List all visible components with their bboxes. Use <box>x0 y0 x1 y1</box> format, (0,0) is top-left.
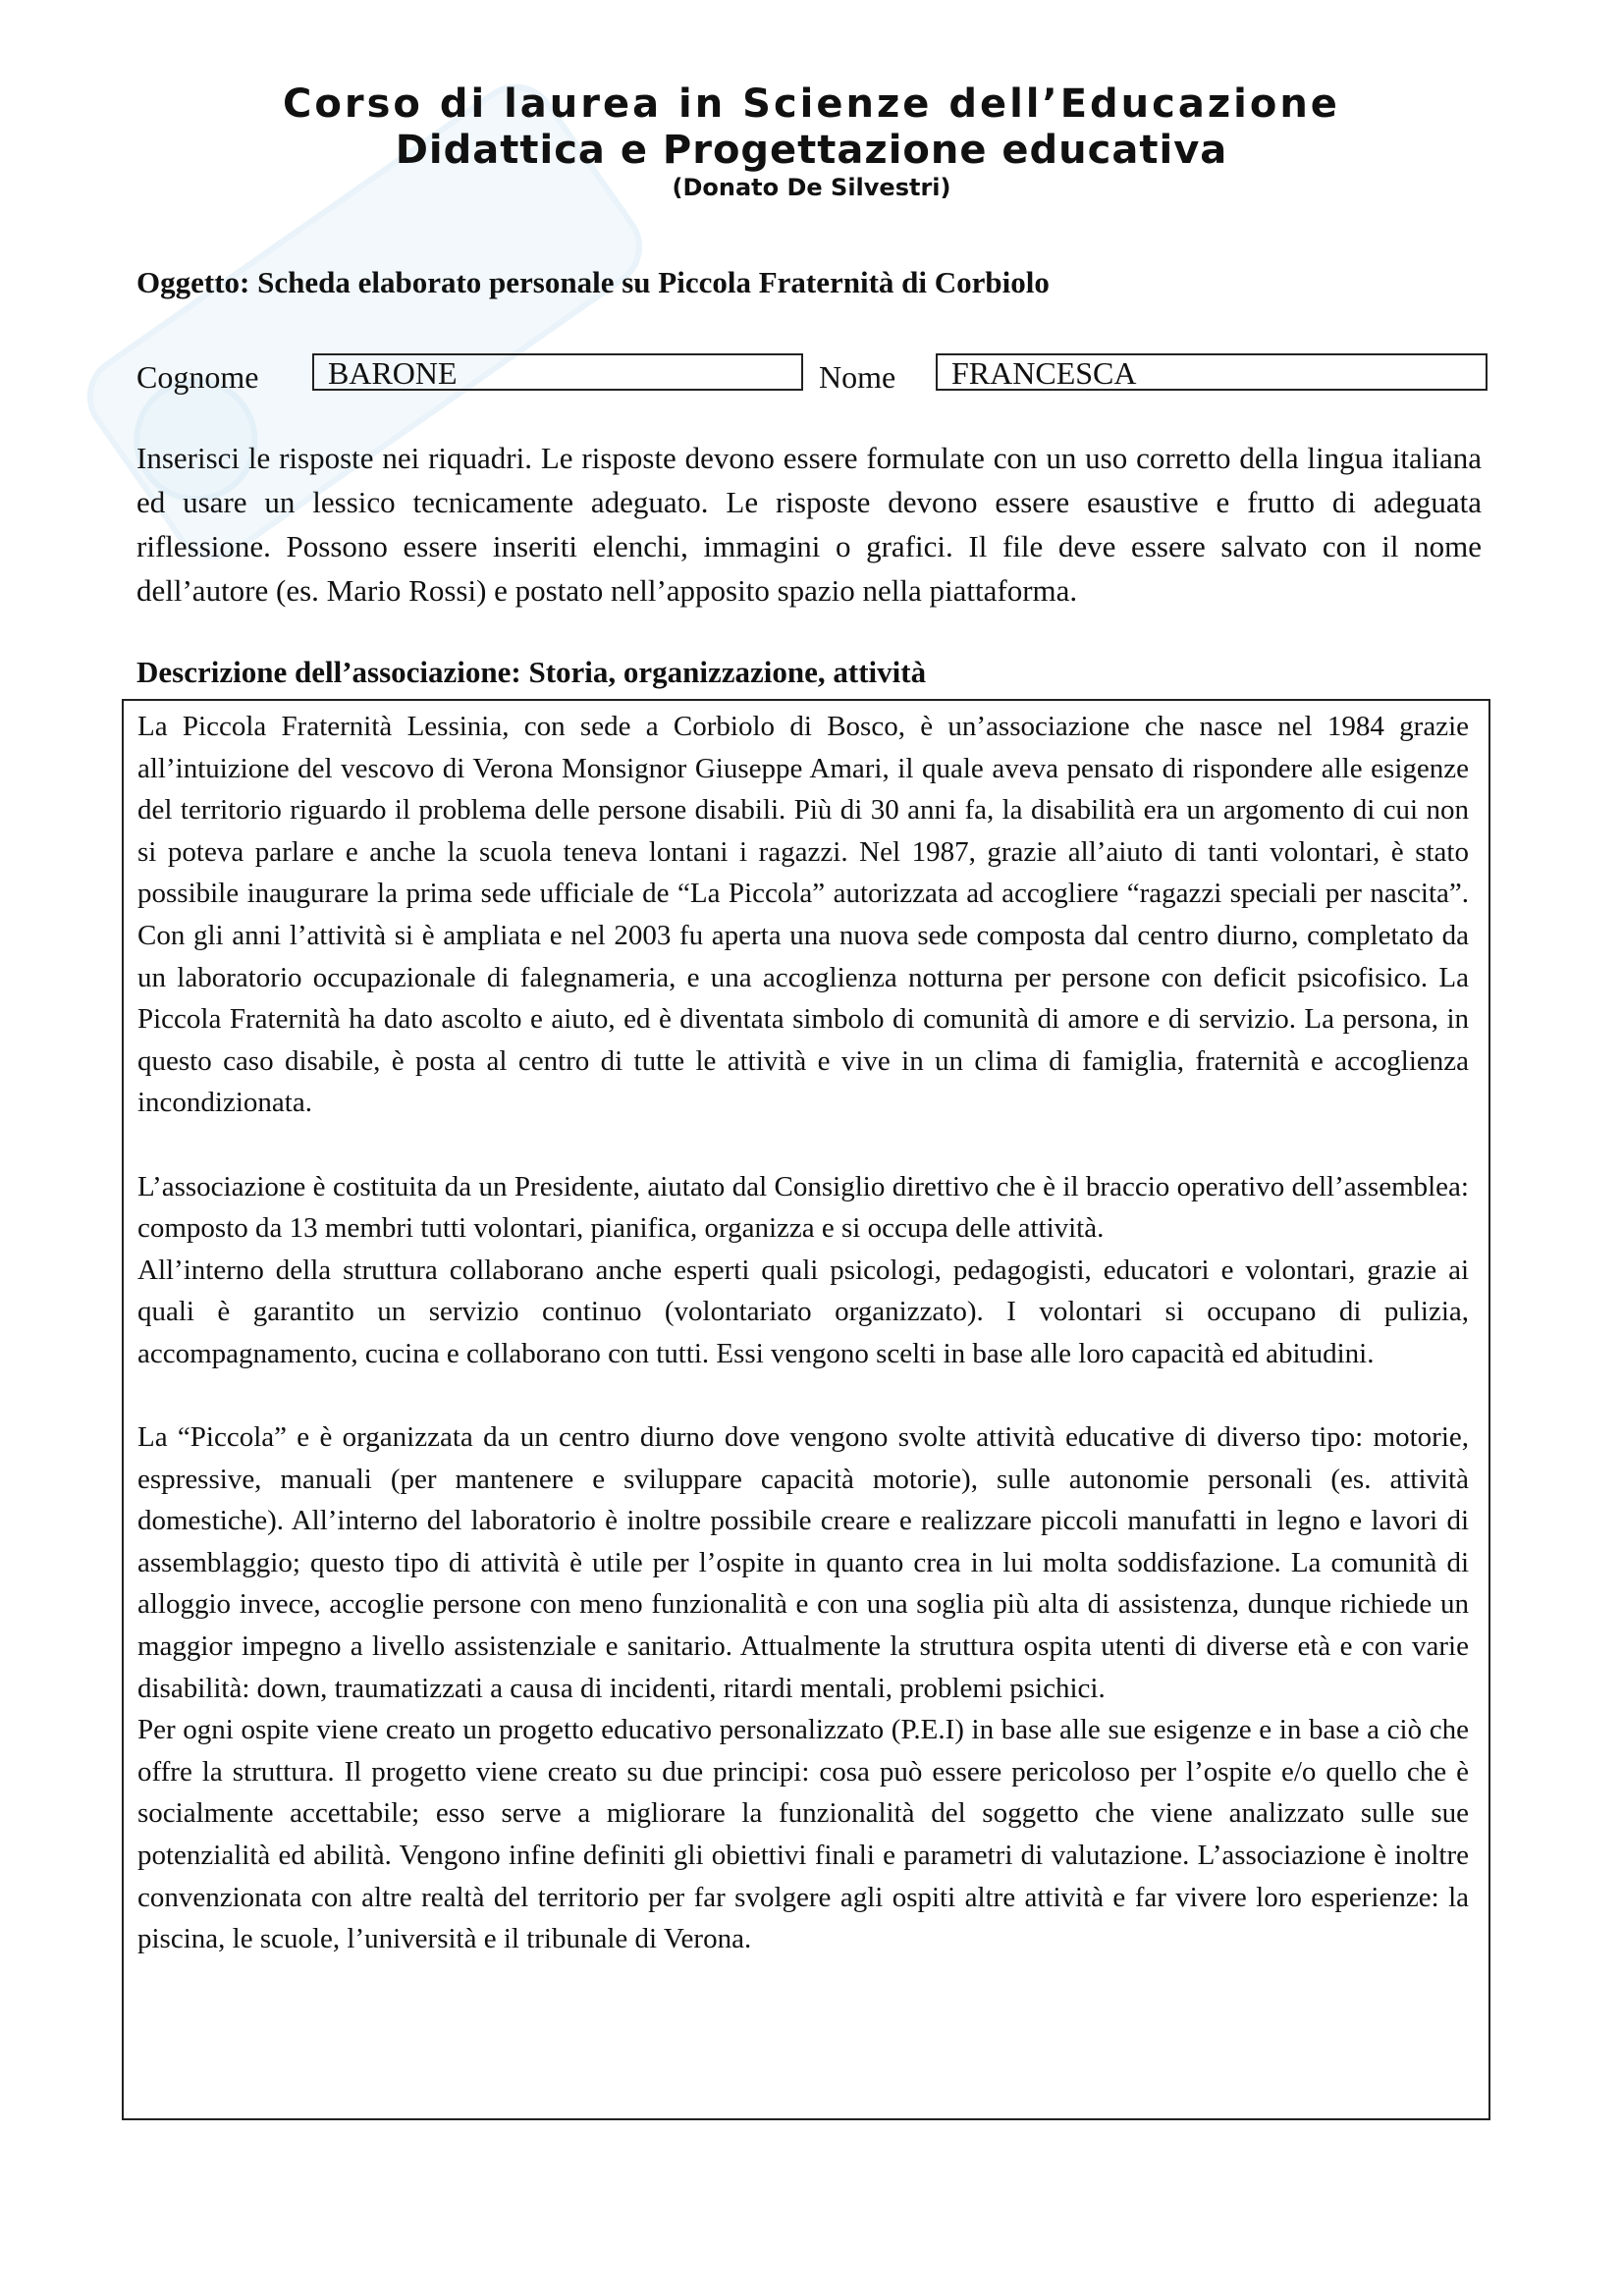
section-heading: Descrizione dell’associazione: Storia, organizzazione, attività <box>136 655 927 689</box>
surname-label: Cognome <box>136 359 259 395</box>
course-subtitle: Didattica e Progettazione educativa <box>395 128 1228 173</box>
paragraph-activities: La “Piccola” e è organizzata da un centro diurno dove vengono svolte attività educative di diverso tipo: motorie, espressive, manuali (per mantenere e sviluppare capacità motorie), sulle autonomie personali (es. attività domestiche). All’interno del laboratorio è inoltre possibile creare e realizzare piccoli manufatti in legno e lavori di assemblaggio; questo tipo di attività è utile per l’ospite in quanto crea in lui molta soddisfazione. La comunità di alloggio invece, accoglie persone con meno funzionalità e con una soglia più alta di assistenza, dunque richiede un maggior impegno a livello assistenziale e sanitario. Attualmente la struttura ospita utenti di diverse età e con varie disabilità: down, traumatizzati a causa di incidenti, ritardi mentali, problemi psichici. <box>137 1421 1469 1704</box>
instructions-text: Inserisci le risposte nei riquadri. Le risposte devono essere formulate con un uso corretto della lingua italiana ed usare un lessico tecnicamente adeguato. Le risposte devono essere esaustive e frutto di adeguata riflessione. Possono essere inseriti elenchi, immagini o grafici. Il file deve essere salvato con il nome dell’autore (es. Mario Rossi) e postato nell’apposito spazio nella piattaforma. <box>136 441 1482 608</box>
professor-name: (Donato De Silvestri) <box>672 174 951 201</box>
document-header <box>0 80 1623 202</box>
paragraph-history: La Piccola Fraternità Lessinia, con sede a Corbiolo di Bosco, è un’associazione che nasce nel 1984 grazie all’intuizione del vescovo di Verona Monsignor Giuseppe Amari, il quale aveva pensato di rispondere alle esigenze del territorio riguardo il problema delle persone disabili. Più di 30 anni fa, la disabilità era un argomento di cui non si poteva parlare e anche la scuola teneva lontani i ragazzi. Nel 1987, grazie all’aiuto di tanti volontari, è stato possibile inaugurare la prima sede ufficiale de “La Piccola” autorizzata ad accogliere “ragazzi speciali per nascita”. Con gli anni l’attività si è ampliata e nel 2003 fu aperta una nuova sede composta dal centro diurno, completato da un laboratorio occupazionale di falegnameria, e una accoglienza notturna per persone con deficit psicofisico. La Piccola Fraternità ha dato ascolto e aiuto, ed è diventata simbolo di comunità di amore e di servizio. La persona, in questo caso disabile, è posta al centro di tutte le attività e vive in un clima di famiglia, fraternità e accoglienza incondizionata. <box>137 711 1469 1119</box>
paragraph-organization: L’associazione è costituita da un Presidente, aiutato dal Consiglio direttivo che è il braccio operativo dell’assemblea: composto da 13 membri tutti volontari, pianifica, organizza e si occupa delle attività. <box>137 1170 1469 1245</box>
answer-box[interactable] <box>122 699 1490 2120</box>
subject-line: Oggetto: Scheda elaborato personale su Piccola Fraternità di Corbiolo <box>136 265 1050 299</box>
paragraph-staff: All’interno della struttura collaborano anche esperti quali psicologi, pedagogisti, educatori e volontari, grazie ai quali è garantito un servizio continuo (volontariato organizzato). I volontari si occupano di pulizia, accompagnamento, cucina e collaborano con tutti. Essi vengono scelti in base alle loro capacità ed abitudini. <box>137 1254 1469 1369</box>
student-info-row <box>136 353 1491 399</box>
name-label: Nome <box>819 359 896 395</box>
course-title: Corso di laurea in Scienze dell’Educazione <box>283 81 1340 127</box>
name-field[interactable]: FRANCESCA <box>936 353 1488 391</box>
surname-field[interactable]: BARONE <box>312 353 803 391</box>
paragraph-pei: Per ogni ospite viene creato un progetto educativo personalizzato (P.E.I) in base alle sue esigenze e in base a ciò che offre la struttura. Il progetto viene creato su due principi: cosa può essere pericoloso per l’ospite e/o quello che è socialmente accettabile; esso serve a migliorare la funzionalità del soggetto che viene analizzato sulle sue potenzialità ed abilità. Vengono infine definiti gli obiettivi finali e parametri di valutazione. L’associazione è inoltre convenzionata con altre realtà del territorio per far svolgere agli ospiti altre attività e far vivere loro esperienze: la piscina, le scuole, l’università e il tribunale di Verona. <box>137 1714 1469 1955</box>
